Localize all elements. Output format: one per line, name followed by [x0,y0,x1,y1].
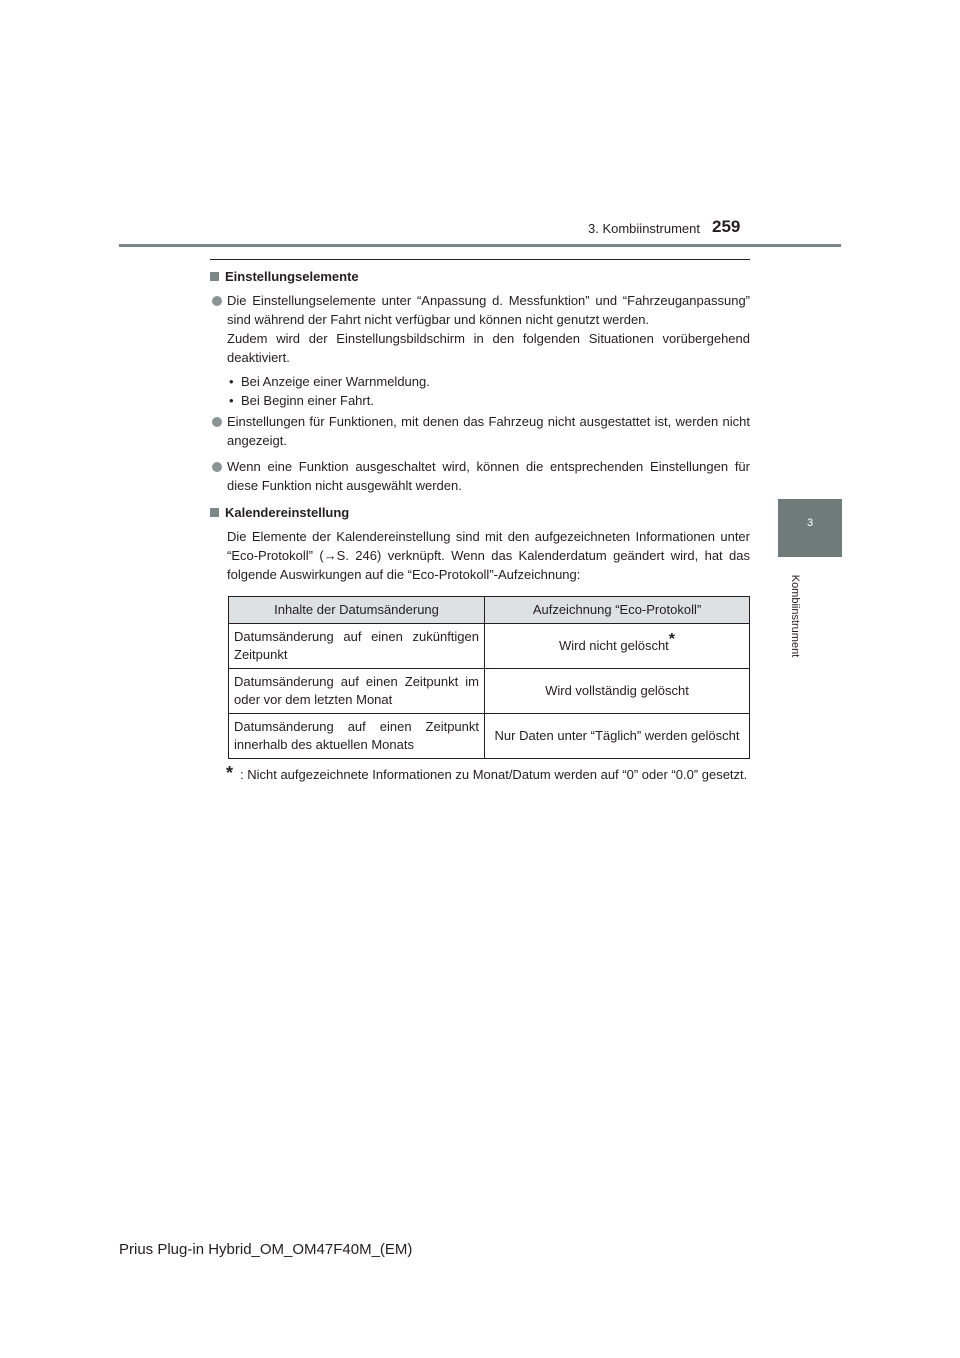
date-change-table [228,596,750,759]
chapter-tab [778,499,842,557]
bullet-item [210,457,750,495]
bullet-text: Einstellungen für Funktionen, mit denen das Fahrzeug nicht ausgestattet ist, werden nicht angezeigt. [227,414,750,448]
table-cell: Datumsänderung auf einen zukünftigen Zeitpunkt [229,624,485,669]
circle-bullet-icon [212,296,222,306]
square-bullet-icon [210,508,219,517]
footnote [210,765,750,784]
table-header-cell: Aufzeichnung “Eco-Protokoll” [485,597,750,624]
table-cell: Wird vollständig gelöscht [485,669,750,714]
chapter-tab-title-text: Kombiinstrument [789,574,801,658]
calendar-intro: Die Elemente der Kalendereinstellung sind mit den aufgezeichneten Informationen unter “Eco-Protokoll” (→S. 246) verknüpft. Wenn das Kalenderdatum geändert wird, hat das folgende Auswirkungen auf die “Eco-Protokoll”-Aufzeichnung: [227,529,750,582]
circle-bullet-icon [212,462,222,472]
bullet-item [210,412,750,450]
bullet-item [210,291,750,367]
table-cell: Nur Daten unter “Täglich” werden gelöscht [485,714,750,759]
section-heading-text: Kalendereinstellung [225,505,350,520]
table-row [229,624,750,669]
page-content [210,267,750,784]
table-header-row [229,597,750,624]
table-row [229,714,750,759]
bullet-text: Wenn eine Funktion ausgeschaltet wird, können die entsprechenden Einstellungen für diese Funktion nicht ausgewählt werden. [227,459,750,493]
chapter-tab-number: 3 [806,517,814,529]
chapter-tab-title [785,566,805,666]
section-heading-settings [210,267,750,286]
asterisk-mark: * [668,631,676,648]
square-bullet-icon [210,272,219,281]
bullet-text-continued: Zudem wird der Einstellungsbildschirm in den folgenden Situationen vorübergehend deaktiviert. [227,331,750,365]
content-rule [210,259,750,260]
page-number: 259 [712,217,741,236]
sub-list-item: • Bei Beginn einer Fahrt. [227,391,750,410]
circle-bullet-icon [212,417,222,427]
section-heading-calendar [210,503,750,522]
sub-list-item: • Bei Anzeige einer Warnmeldung. [227,372,750,391]
header-rule [119,244,841,247]
table-cell: Datumsänderung auf einen Zeitpunkt im oder vor dem letzten Monat [229,669,485,714]
table-row [229,669,750,714]
sub-list [210,372,750,410]
table-header-cell: Inhalte der Datumsänderung [229,597,485,624]
footnote-mark: * [226,763,234,783]
chapter-title: 3. Kombiinstrument [588,221,700,236]
table-cell [485,624,750,669]
footnote-text: : Nicht aufgezeichnete Informationen zu Monat/Datum werden auf “0” oder “0.0” gesetzt. [240,767,748,782]
table-cell: Datumsänderung auf einen Zeitpunkt innerhalb des aktuellen Monats [229,714,485,759]
footer-document-id: Prius Plug-in Hybrid_OM_OM47F40M_(EM) [119,1241,413,1258]
table-cell-text: Wird nicht gelöscht [558,638,669,653]
bullet-text: Die Einstellungselemente unter “Anpassung d. Messfunktion” und “Fahrzeuganpassung” sind während der Fahrt nicht verfügbar und können nicht genutzt werden. [227,293,750,327]
section-heading-text: Einstellungselemente [225,269,359,284]
